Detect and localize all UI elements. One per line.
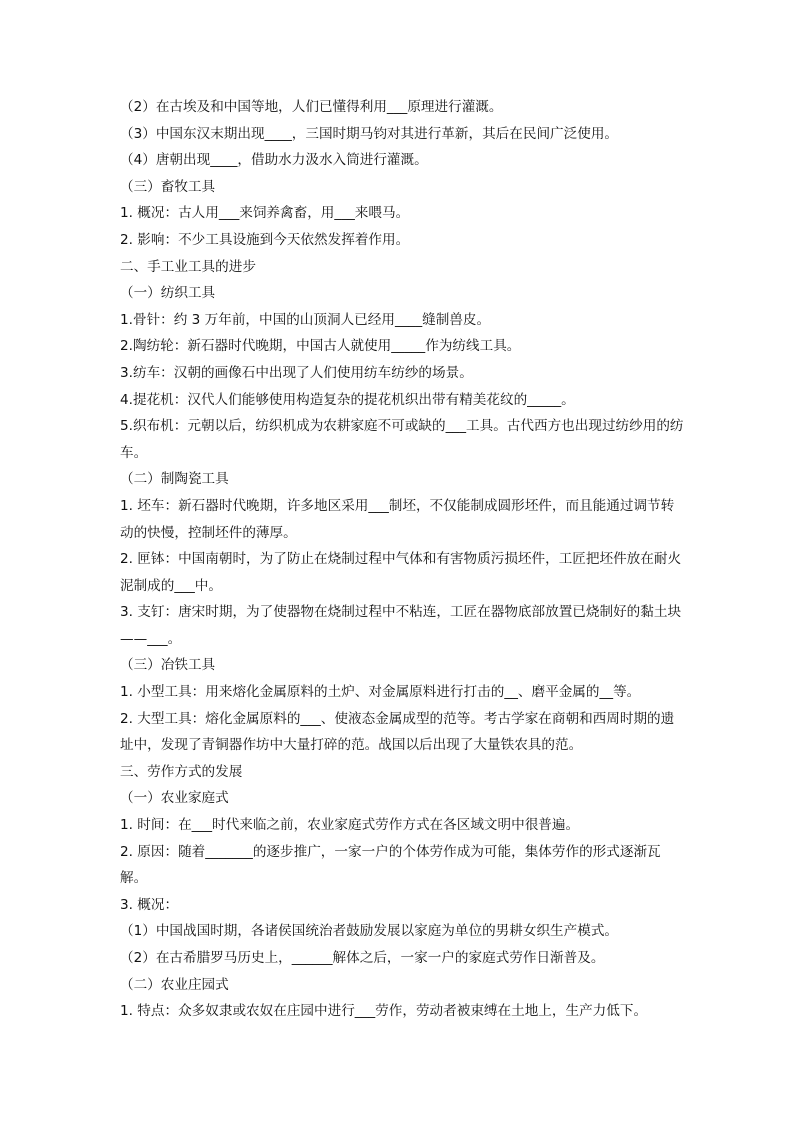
section-heading: （三）畜牧工具 — [120, 178, 216, 195]
section-heading: （二）制陶瓷工具 — [120, 471, 229, 488]
text-line: 1. 特点：众多奴隶或农奴在庄园中进行___劳作，劳动者被束缚在土地上，生产力低下。 — [120, 1003, 648, 1020]
text-line: 4.提花机：汉代人们能够使用构造复杂的提花机织出带有精美花纹的_____。 — [120, 391, 575, 408]
text-line: 1. 小型工具：用来熔化金属原料的土炉、对金属原料进行打击的__、磨平金属的__等。 — [120, 684, 641, 701]
text-paragraph: 2. 匣钵：中国南朝时，为了防止在烧制过程中气体和有害物质污损坯件，工匠把坯件放在耐火泥制成的___中。 — [120, 551, 682, 594]
text-line: 1.骨针：约 3 万年前，中国的山顶洞人已经用____缝制兽皮。 — [120, 311, 491, 328]
text-line: 2.陶纺轮：新石器时代晚期，中国古人就使用_____作为纺线工具。 — [120, 338, 521, 355]
text-paragraph: 3. 支钉：唐宋时期，为了使器物在烧制过程中不粘连，工匠在器物底部放置已烧制好的黏土块——___。 — [120, 604, 682, 647]
text-line: 1. 时间：在___时代来临之前，农业家庭式劳作方式在各区域文明中很普遍。 — [120, 817, 580, 834]
section-heading: （二）农业庄园式 — [120, 976, 229, 993]
document-page — [120, 94, 684, 1025]
section-heading: （一）农业家庭式 — [120, 790, 229, 807]
text-line: 3.纺车：汉朝的画像石中出现了人们使用纺车纺纱的场景。 — [120, 364, 473, 381]
text-line: （1）中国战国时期，各诸侯国统治者鼓励发展以家庭为单位的男耕女织生产模式。 — [120, 923, 619, 940]
text-line: （4）唐朝出现____，借助水力汲水入筒进行灌溉。 — [120, 152, 428, 169]
text-line: （3）中国东汉末期出现____，三国时期马钧对其进行革新，其后在民间广泛使用。 — [120, 125, 619, 142]
text-line: （2）在古埃及和中国等地，人们已懂得利用___原理进行灌溉。 — [120, 99, 503, 115]
chapter-heading: 三、劳作方式的发展 — [120, 763, 243, 780]
section-heading: （三）冶铁工具 — [120, 657, 216, 674]
chapter-heading: 二、手工业工具的进步 — [120, 258, 256, 275]
text-line: 1. 概况：古人用___来饲养禽畜，用___来喂马。 — [120, 205, 410, 222]
text-paragraph: 1. 坯车：新石器时代晚期，许多地区采用___制坯，不仅能制成圆形坯件，而且能通过调节转动的快慢，控制坯件的薄厚。 — [120, 497, 675, 541]
text-line: 2. 影响：不少工具设施到今天依然发挥着作用。 — [120, 231, 410, 248]
text-line: 2. 原因：随着_______的逐步推广，一家一户的个体劳作成为可能，集体劳作的形式逐渐瓦解。 — [120, 843, 661, 887]
text-paragraph: 2. 大型工具：熔化金属原料的___、使液态金属成型的范等。考古学家在商朝和西周时期的遗址中，发现了青铜器作坊中大量打碎的范。战国以后出现了大量铁农具的范。 — [120, 710, 675, 754]
section-heading: （一）纺织工具 — [120, 285, 216, 302]
text-line: 3. 概况： — [120, 896, 179, 913]
text-line: （2）在古希腊罗马历史上，______解体之后，一家一户的家庭式劳作日渐普及。 — [120, 950, 605, 966]
text-paragraph: 5.织布机：元朝以后，纺织机成为农耕家庭不可或缺的___工具。古代西方也出现过纺纱用的纺车。 — [120, 418, 684, 461]
